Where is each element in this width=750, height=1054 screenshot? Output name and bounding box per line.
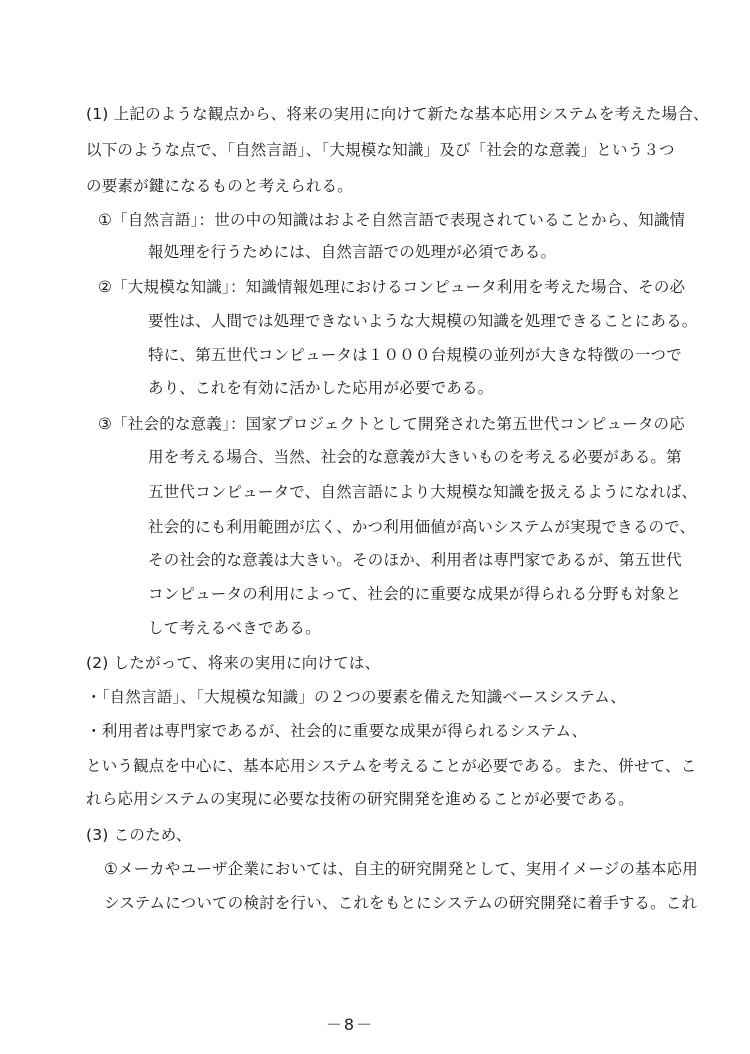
section2-bullet-2: ・利用者は専門家であるが、社会的に重要な成果が得られるシステム、 <box>86 722 588 740</box>
section2-line-4: という観点を中心に、基本応用システムを考えることが必要である。また、併せて、こ <box>86 757 697 775</box>
section3-line-2: ①メーカやユーザ企業においては、自主的研究開発として、実用イメージの基本応用 <box>104 860 698 878</box>
item2-line-2: 要性は、人間では処理できないような大規模の知識を処理できることにある。 <box>148 312 698 330</box>
item2-line-4: あり、これを有効に活かした応用が必要である。 <box>148 379 494 397</box>
item2-line-3: 特に、第五世代コンピュータは１０００台規模の並列が大きな特徴の一つで <box>148 346 682 364</box>
section1-intro-line-1: (1) 上記のような観点から、将来の実用に向けて新たな基本応用システムを考えた場合、 <box>86 105 709 123</box>
section2-bullet-1: ・「自然言語」、「大規模な知識」の２つの要素を備えた知識ベースシステム、 <box>86 688 627 706</box>
item3-line-4: 社会的にも利用範囲が広く、かつ利用価値が高いシステムが実現できるので、 <box>148 518 696 536</box>
section1-intro-line-2: 以下のような点で、「自然言語」、「大規模な知識」及び「社会的な意義」という３つ <box>86 141 675 159</box>
page-number: －8－ <box>325 1015 375 1034</box>
item3-line-1: ③「社会的な意義」：国家プロジェクトとして開発された第五世代コンピュータの応 <box>98 415 685 433</box>
section2-line-5: れら応用システムの実現に必要な技術の研究開発を進めることが必要である。 <box>86 790 634 808</box>
section2-line-1: (2) したがって、将来の実用に向けては、 <box>86 654 381 672</box>
item2-line-1: ②「大規模な知識」：知識情報処理におけるコンピュータ利用を考えた場合、その必 <box>98 278 686 296</box>
section3-line-1: (3) このため、 <box>86 826 192 844</box>
item3-line-6: コンピュータの利用によって、社会的に重要な成果が得られる分野も対象と <box>148 585 682 603</box>
item1-line-2: 報処理を行うためには、自然言語での処理が必須である。 <box>148 243 557 261</box>
item3-line-3: 五世代コンピュータで、自然言語により大規模な知識を扱えるようになれば、 <box>148 483 698 501</box>
item3-line-7: して考えるべきである。 <box>148 619 321 637</box>
section3-line-3: システムについての検討を行い、これをもとにシステムの研究開発に着手する。これ <box>104 894 698 912</box>
item1-line-1: ①「自然言語」：世の中の知識はおよそ自然言語で表現されていることから、知識情 <box>98 211 686 229</box>
item3-line-2: 用を考える場合、当然、社会的な意義が大きいものを考える必要がある。第 <box>148 448 682 466</box>
item3-line-5: その社会的な意義は大きい。そのほか、利用者は専門家であるが、第五世代 <box>148 551 682 569</box>
section1-intro-line-3: の要素が鍵になるものと考えられる。 <box>86 177 353 195</box>
